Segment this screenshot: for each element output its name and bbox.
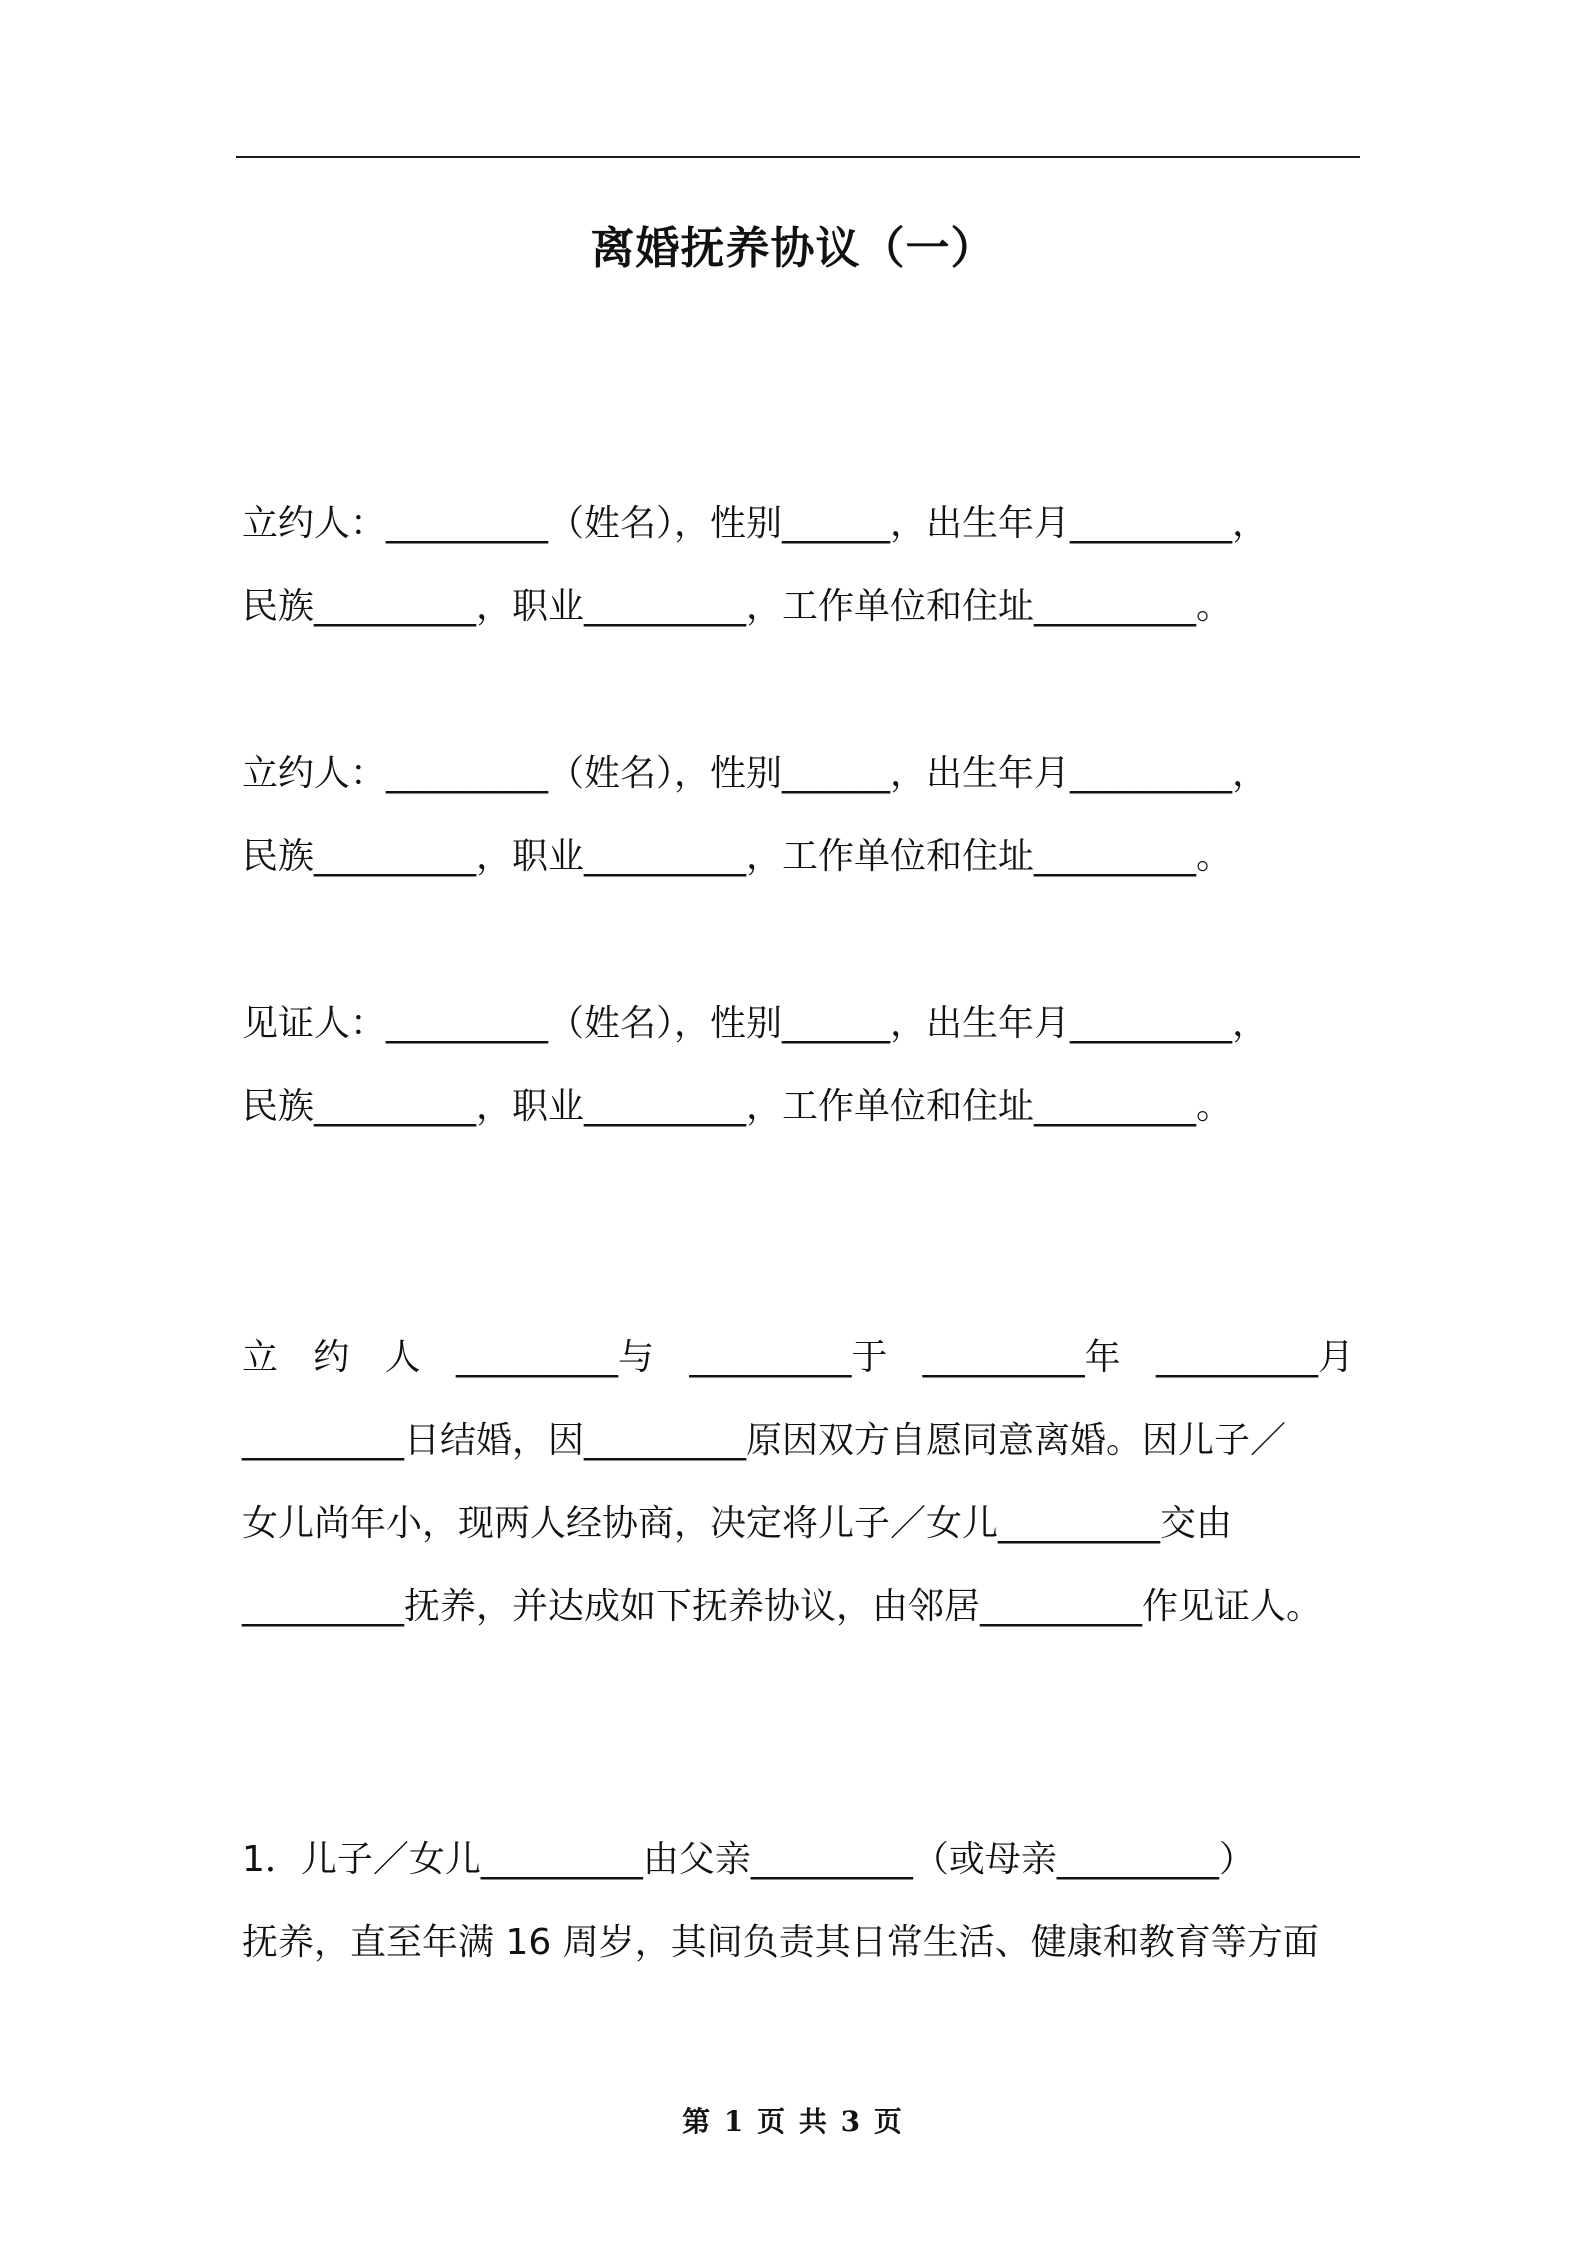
- header-rule: [236, 156, 1360, 158]
- party-1-text-1: 立约人：_________（姓名），性别______，出生年月_________，: [242, 503, 1269, 544]
- witness-line-1: [242, 982, 1354, 1065]
- intro-text-4: _________抚养，并达成如下抚养协议，由邻居_________作见证人。: [242, 1586, 1323, 1627]
- party-2-line-2: [242, 815, 1354, 898]
- witness-text-2: 民族_________，职业_________，工作单位和住址_________。: [242, 1086, 1233, 1127]
- clause-1-text-2: 抚养，直至年满 16 周岁，其间负责其日常生活、健康和教育等方面: [242, 1922, 1319, 1963]
- clause-1-line-2: [242, 1901, 1354, 1984]
- party-1-line-2: [242, 565, 1354, 648]
- intro-word: _________年: [922, 1337, 1121, 1378]
- document-title: 离婚抚养协议（一）: [590, 223, 996, 274]
- intro-word: 立: [242, 1337, 279, 1378]
- intro-text-2: _________日结婚，因_________原因双方自愿同意离婚。因儿子／: [242, 1420, 1287, 1461]
- intro-text-3: 女儿尚年小，现两人经协商，决定将儿子／女儿_________交由: [242, 1503, 1233, 1544]
- intro-line-4: [242, 1565, 1354, 1648]
- witness-line-2: [242, 1065, 1354, 1148]
- party-2-text-2: 民族_________，职业_________，工作单位和住址_________。: [242, 836, 1233, 877]
- party-1-line-1: [242, 482, 1354, 565]
- witness-block: [242, 982, 1354, 1148]
- clause-1-line-1: [242, 1818, 1354, 1901]
- intro-word: _________月: [1155, 1337, 1354, 1378]
- intro-word: _________与: [455, 1337, 654, 1378]
- intro-line-2: [242, 1399, 1354, 1482]
- intro-line-3: [242, 1482, 1354, 1565]
- intro-word: _________于: [689, 1337, 888, 1378]
- witness-text-1: 见证人：_________（姓名），性别______，出生年月_________，: [242, 1003, 1269, 1044]
- page-number: 第 1 页 共 3 页: [682, 2105, 904, 2138]
- intro-word: 约: [313, 1337, 350, 1378]
- party-block-1: [242, 482, 1354, 648]
- intro-line-1: [242, 1316, 1354, 1399]
- party-block-2: [242, 732, 1354, 898]
- intro-word: 人: [384, 1337, 421, 1378]
- party-2-line-1: [242, 732, 1354, 815]
- clause-1: [242, 1818, 1354, 1984]
- clause-1-text-1: 1．儿子／女儿_________由父亲_________（或母亲_________）: [242, 1839, 1255, 1880]
- party-2-text-1: 立约人：_________（姓名），性别______，出生年月_________，: [242, 753, 1269, 794]
- party-1-text-2: 民族_________，职业_________，工作单位和住址_________。: [242, 586, 1233, 627]
- intro-paragraph: [242, 1316, 1354, 1648]
